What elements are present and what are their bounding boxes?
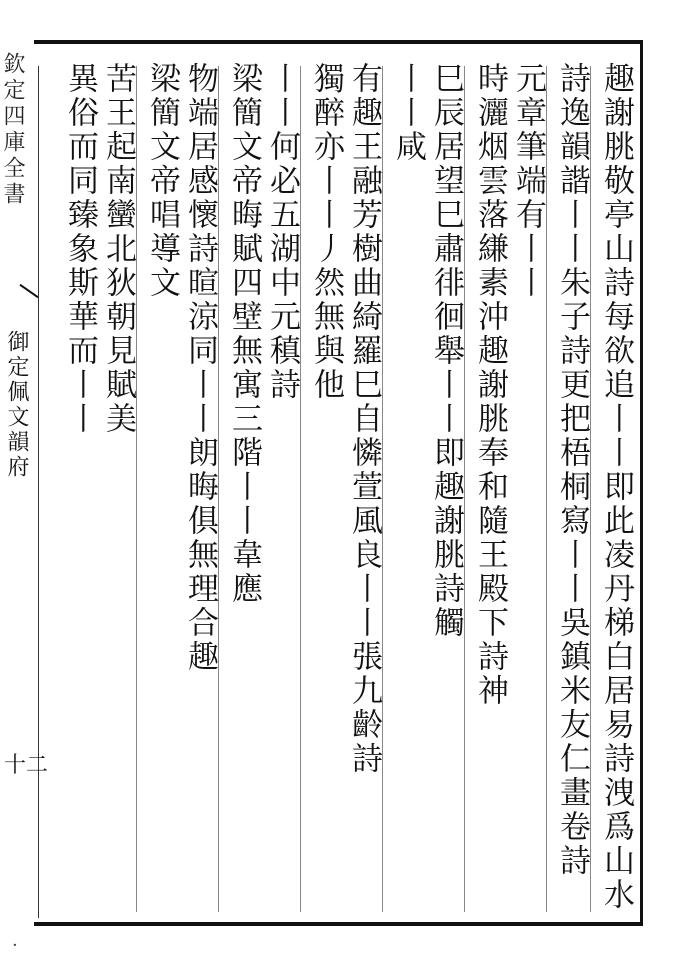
text-column-4: 時灑烟雲落縑素沖趣謝朓奉和隨王殿下詩神	[472, 62, 508, 708]
text-column-14: 異俗而同臻象斯華而丨丨	[62, 62, 98, 436]
text-column-11: 物端居感懷詩暄涼同丨丨朗晦俱無理合趣	[182, 62, 218, 674]
margin-book-title: 欽定四庫全書	[0, 52, 25, 208]
text-column-12: 梁簡文帝唱導文	[144, 62, 180, 300]
page-number: 十二	[4, 753, 49, 778]
text-column-9: 丨丨何必五湖中元稹詩	[264, 62, 300, 402]
side-volume-title: 御定佩文韻府	[4, 330, 29, 480]
text-column-13: 苦王起南蠻北狄朝見賦美	[100, 62, 136, 436]
text-column-1: 趣謝朓敬亭山詩每欲追丨丨即此凌丹梯白居易詩洩爲山水	[598, 62, 634, 912]
text-column-7: 有趣王融芳樹曲綺羅巳自憐萱風良丨丨張九齡詩	[346, 62, 382, 776]
text-column-10: 梁簡文帝晦賦四壁無寓三階丨丨韋應	[226, 62, 262, 606]
left-gutter-line	[38, 66, 39, 918]
text-column-2: 詩逸韻諧丨丨朱子詩更把梧桐寫丨丨吳鎮米友仁畫卷詩	[554, 62, 590, 878]
text-column-3: 元章筆端有丨丨	[510, 62, 546, 300]
text-column-5: 巳辰居望巳肅徘徊舉丨丨即趣謝朓詩觸	[428, 62, 464, 640]
text-column-8: 獨醉亦丨丨丿然無與他	[308, 62, 344, 402]
footer-mark: ·	[12, 935, 18, 956]
text-column-6: 丨丨咸	[390, 62, 426, 164]
